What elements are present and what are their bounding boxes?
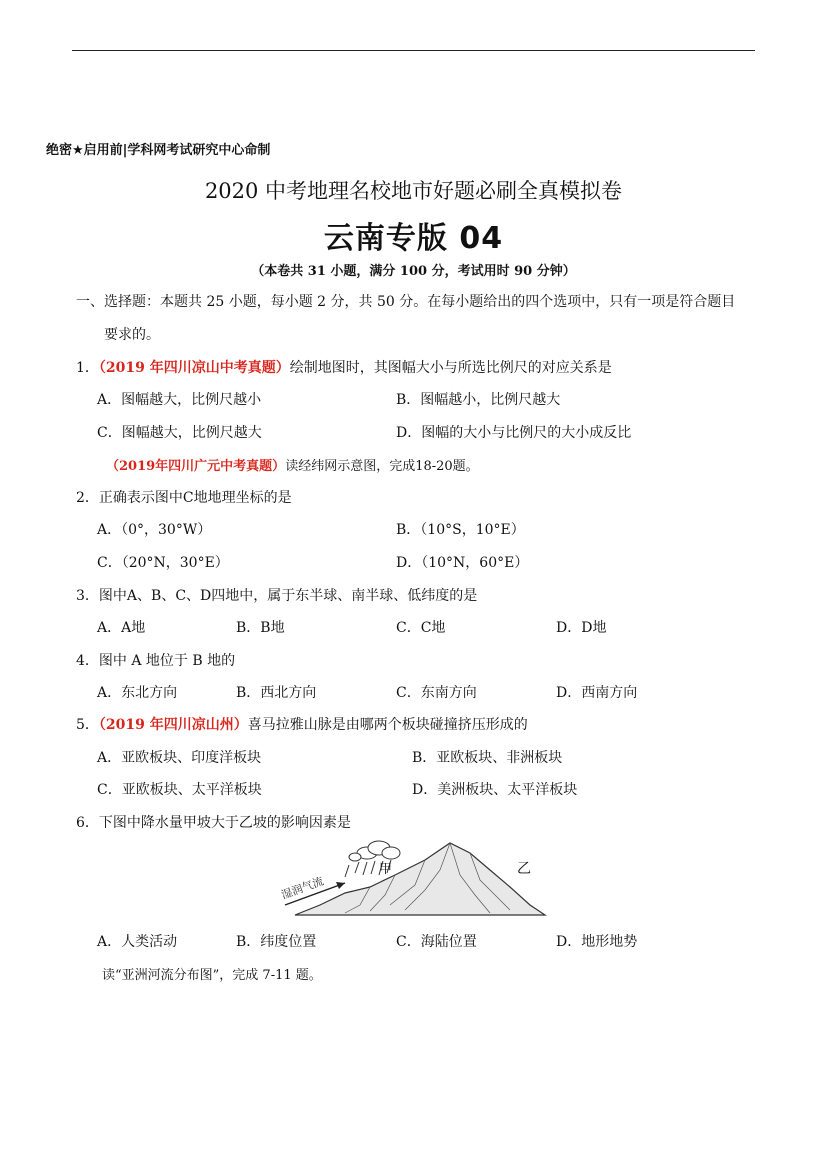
group-source: （2019年四川广元中考真题） [106, 459, 286, 474]
option-b[interactable]: B．B地 [236, 620, 285, 636]
option-c[interactable]: C．（20°N，30°E） [97, 555, 229, 571]
section-heading-cont: 要求的。 [104, 327, 160, 343]
option-a[interactable]: A．A地 [97, 620, 146, 636]
question-5 [76, 714, 528, 734]
option-d[interactable]: D．（10°N，60°E） [396, 555, 529, 571]
question-2 [76, 487, 292, 507]
question-6 [76, 812, 351, 832]
rain-cloud-icon [349, 841, 400, 861]
group-text: 读经纬网示意图，完成18-20题。 [285, 459, 479, 474]
option-d[interactable]: D．美洲板块、太平洋板块 [412, 782, 578, 798]
question-number: 2． [76, 490, 99, 506]
option-a[interactable]: A．亚欧板块、印度洋板块 [97, 750, 262, 766]
mountain-rain-figure [275, 835, 555, 920]
mountain-icon [295, 843, 545, 915]
option-b[interactable]: B．图幅越小，比例尺越大 [396, 392, 561, 408]
confidential-line: 绝密★启用前|学科网考试研究中心命制 [46, 143, 271, 158]
slope-b-label: 乙 [517, 861, 531, 877]
paper-subtitle: 云南专版 04 [323, 221, 504, 256]
question-1 [76, 357, 612, 377]
question-stem: 喜马拉雅山脉是由哪两个板块碰撞挤压形成的 [247, 717, 528, 733]
question-number: 4． [76, 653, 99, 669]
question-3 [76, 585, 477, 605]
option-d[interactable]: D．D地 [556, 620, 607, 636]
question-stem: 图中 A 地位于 B 地的 [98, 653, 236, 669]
question-stem: 绘制地图时，其图幅大小与所选比例尺的对应关系是 [289, 360, 612, 376]
airflow-label: 湿润气流 [279, 874, 326, 902]
paper-note: （本卷共 31 小题，满分 100 分，考试用时 90 分钟） [251, 264, 576, 279]
question-number: 6． [76, 815, 99, 831]
option-c[interactable]: C．海陆位置 [396, 934, 477, 950]
question-4 [76, 650, 235, 670]
option-b[interactable]: B．纬度位置 [236, 934, 317, 950]
question-number: 5． [76, 717, 99, 733]
section-heading: 一、选择题：本题共 25 小题，每小题 2 分，共 50 分。在每小题给出的四个选项中，只有一项是符合题目 [76, 294, 736, 310]
option-a[interactable]: A．人类活动 [97, 934, 178, 950]
question-number: 1． [76, 360, 99, 376]
question-stem: 下图中降水量甲坡大于乙坡的影响因素是 [98, 815, 351, 831]
option-a[interactable]: A．图幅越大，比例尺越小 [97, 392, 262, 408]
question-stem: 正确表示图中C地地理坐标的是 [98, 490, 292, 506]
option-b[interactable]: B．（10°S，10°E） [396, 522, 525, 538]
option-c[interactable]: C．C地 [396, 620, 446, 636]
option-c[interactable]: C．东南方向 [396, 685, 477, 701]
option-d[interactable]: D．西南方向 [556, 685, 638, 701]
paper-title: 2020 中考地理名校地市好题必刷全真模拟卷 [204, 179, 623, 203]
option-b[interactable]: B．亚欧板块、非洲板块 [412, 750, 563, 766]
question-source: （2019 年四川凉山中考真题） [98, 360, 290, 376]
option-c[interactable]: C．图幅越大，比例尺越大 [97, 425, 262, 441]
question-source: （2019 年四川凉山州） [98, 717, 248, 733]
option-b[interactable]: B．西北方向 [236, 685, 317, 701]
group-instruction [106, 455, 479, 474]
question-stem: 图中A、B、C、D四地中，属于东半球、南半球、低纬度的是 [98, 588, 478, 604]
header-rule [72, 50, 755, 51]
option-d[interactable]: D．图幅的大小与比例尺的大小成反比 [396, 425, 632, 441]
question-number: 3． [76, 588, 99, 604]
option-c[interactable]: C．亚欧板块、太平洋板块 [97, 782, 262, 798]
option-a[interactable]: A．东北方向 [97, 685, 178, 701]
option-d[interactable]: D．地形地势 [556, 934, 638, 950]
group-instruction: 读“亚洲河流分布图”，完成 7-11 题。 [102, 968, 322, 983]
slope-a-label: 甲 [379, 862, 393, 877]
option-a[interactable]: A．（0°，30°W） [97, 522, 212, 538]
